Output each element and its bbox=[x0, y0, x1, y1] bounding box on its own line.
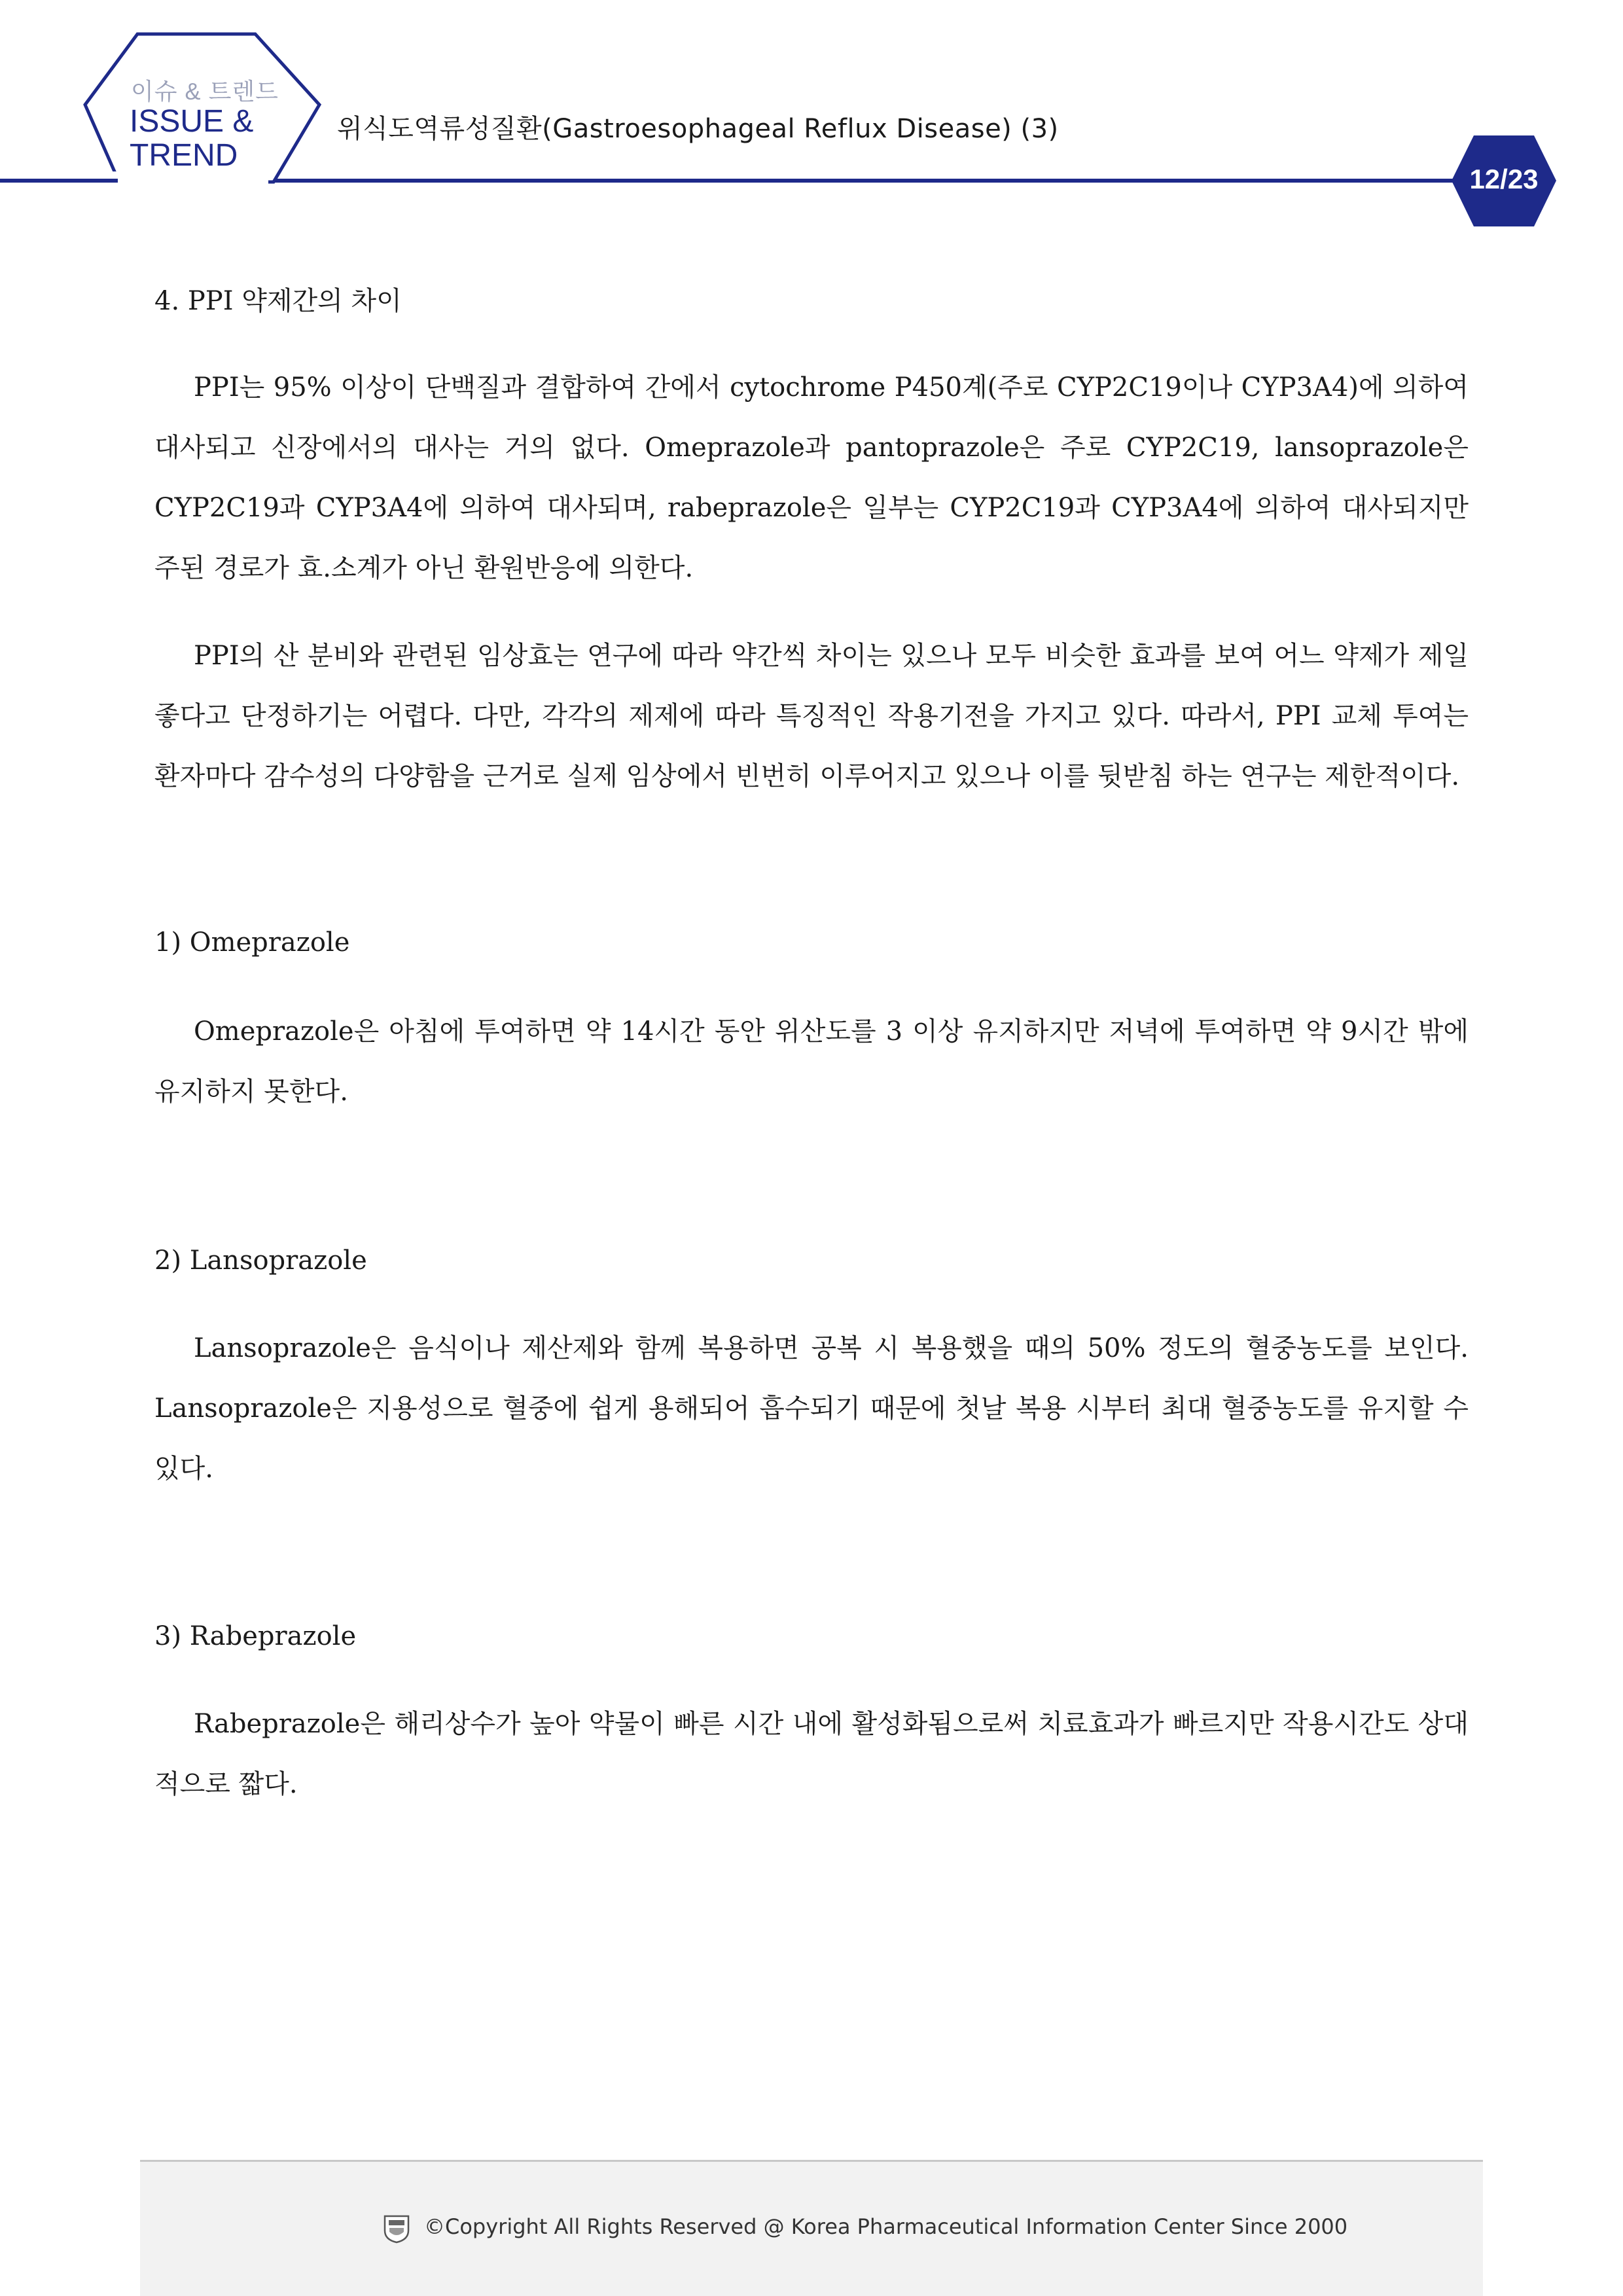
badge-subtitle: 이슈 & 트렌드 bbox=[131, 78, 279, 105]
section-heading: 1) Omeprazole bbox=[154, 927, 350, 958]
paragraph: Omeprazole은 아침에 투여하면 약 14시간 동안 위산도를 3 이상 유지하지만 저녁에 투여하면 약 9시간 밖에 유지하지 못한다. bbox=[154, 1016, 1469, 1107]
paragraph: Rabeprazole은 해리상수가 높아 약물이 빠른 시간 내에 활성화됨으로써 치료효과가 빠르지만 작용시간도 상대적으로 짧다. bbox=[154, 1709, 1469, 1799]
paragraph: PPI는 95% 이상이 단백질과 결합하여 간에서 cytochrome P450계(주로 CYP2C19이나 CYP3A4)에 의하여 대사되고 신장에서의 대사는 거의 없다. Omeprazole과 pantoprazole은 주로 CYP2C19, lansoprazole은 CYP2C19과 CYP3A4에 의하여 대사되며, rabeprazole은 일부는 CYP2C19과 CYP3A4에 의하여 대사되지만 주된 경로가 효.소계가 아닌 환원반응에 의한다. bbox=[154, 372, 1469, 583]
paragraph: Lansoprazole은 음식이나 제산제와 함께 복용하면 공복 시 복용했을 때의 50% 정도의 혈중농도를 보인다. Lansoprazole은 지용성으로 혈중에 쉽게 용해되어 흡수되기 때문에 첫날 복용 시부터 최대 혈중농도를 유지할 수 있다. bbox=[154, 1333, 1469, 1484]
section-omeprazole bbox=[154, 923, 1469, 1122]
paragraph: PPI의 산 분비와 관련된 임상효는 연구에 따라 약간씩 차이는 있으나 모두 비슷한 효과를 보여 어느 약제가 제일 좋다고 단정하기는 어렵다. 다만, 각각의 제제에 따라 특징적인 작용기전을 가지고 있다. 따라서, PPI 교체 투여는 환자마다 감수성의 다양함을 근거로 실제 임상에서 빈번히 이루어지고 있으나 이를 뒷받침 하는 연구는 제한적이다. bbox=[154, 641, 1469, 791]
section-rabeprazole bbox=[154, 1617, 1469, 1814]
kpic-shield-icon bbox=[383, 2214, 410, 2244]
section-heading: 3) Rabeprazole bbox=[154, 1621, 357, 1651]
section-lansoprazole bbox=[154, 1241, 1469, 1499]
document-title: 위식도역류성질환(Gastroesophageal Reflux Disease) (3) bbox=[337, 114, 1059, 144]
badge-title-line2: TREND bbox=[130, 138, 238, 173]
copyright-notice: ©Copyright All Rights Reserved @ Korea Pharmaceutical Information Center Since 2000 bbox=[424, 2214, 1348, 2239]
section-ppi-differences bbox=[154, 281, 1469, 806]
section-heading: 2) Lansoprazole bbox=[154, 1246, 367, 1276]
badge-mask bbox=[98, 171, 268, 185]
document-body bbox=[154, 262, 1469, 1814]
badge-title bbox=[130, 105, 253, 173]
page-header bbox=[0, 0, 1623, 236]
page-number: 12/23 bbox=[1469, 164, 1539, 194]
badge-title-line1: ISSUE & bbox=[130, 104, 254, 139]
section-heading: 4. PPI 약제간의 차이 bbox=[154, 286, 402, 316]
